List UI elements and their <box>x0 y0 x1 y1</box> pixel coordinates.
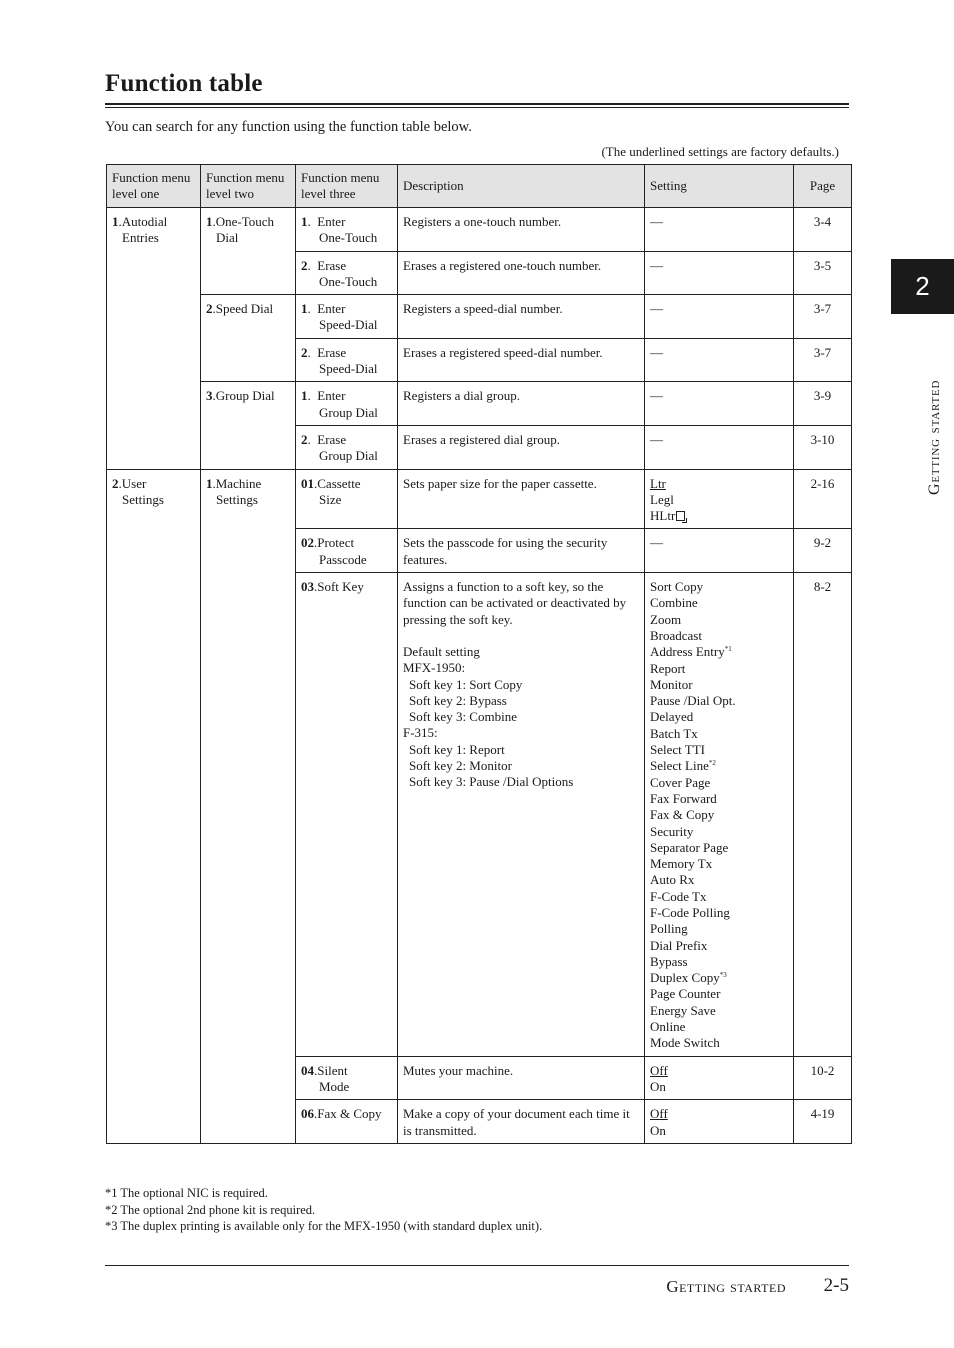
function-table <box>106 164 852 1144</box>
item-sep: . <box>307 214 311 229</box>
item-label: .Silent <box>314 1062 348 1078</box>
side-chapter-text: Getting started <box>926 379 943 495</box>
level-two-cell <box>201 382 296 469</box>
item-label: .Cassette <box>314 475 361 491</box>
header-level-one: Function menu level one <box>107 165 201 208</box>
item-number: 2 <box>301 431 308 447</box>
header-page: Page <box>794 165 852 208</box>
setting-option: Monitor <box>650 676 693 692</box>
page-cell: 3-7 <box>794 338 852 382</box>
setting-option: Delayed <box>650 709 694 725</box>
page-cell: 9-2 <box>794 529 852 573</box>
item-sep: . <box>307 257 311 273</box>
footnote-mark: *3 <box>719 971 727 980</box>
header-description: Description <box>398 165 645 208</box>
default-setting-heading: Default setting <box>403 643 480 659</box>
footnote: *3 The duplex printing is available only for the MFX-1950 (with standard duplex unit). <box>105 1219 543 1233</box>
model-label: F-315: <box>403 725 438 741</box>
description-cell: Erases a registered one-touch number. <box>398 251 645 295</box>
setting-option: Sort Copy <box>650 579 704 595</box>
description-cell <box>398 573 645 1057</box>
level-one-cell <box>107 208 201 470</box>
item-label-cont: Dial <box>216 230 239 246</box>
page-cell: 3-7 <box>794 295 852 339</box>
setting-option: F-Code Tx <box>650 888 707 904</box>
item-number: 1 <box>206 214 213 229</box>
item-label-cont: Speed-Dial <box>319 361 378 377</box>
item-label: Enter <box>317 214 346 229</box>
setting-option: Legl <box>650 491 674 507</box>
header-setting: Setting <box>645 165 794 208</box>
setting-option: Online <box>650 1019 686 1035</box>
page-cell: 3-10 <box>794 425 852 469</box>
setting-option: Energy Save <box>650 1002 716 1018</box>
setting-option: F-Code Polling <box>650 904 730 920</box>
soft-key-default: Soft key 3: Pause /Dial Options <box>409 774 574 790</box>
level-three-cell <box>296 469 398 529</box>
table-row <box>107 295 852 339</box>
setting-option: Select TTI <box>650 742 705 758</box>
setting-cell: — <box>645 382 794 426</box>
item-label-cont: One-Touch <box>319 230 378 246</box>
footnote: *1 The optional NIC is required. <box>105 1186 268 1200</box>
description-cell: Registers a speed-dial number. <box>398 295 645 339</box>
item-label: .Protect <box>314 535 355 551</box>
item-label: Erase <box>317 257 347 273</box>
setting-option-default: Off <box>650 1062 668 1078</box>
table-header-row <box>107 165 852 208</box>
setting-option-default: Ltr <box>650 475 666 491</box>
description-cell: Registers a dial group. <box>398 382 645 426</box>
item-number: 3 <box>206 388 213 404</box>
item-label: Enter <box>317 301 346 317</box>
setting-option: Pause /Dial Opt. <box>650 693 736 709</box>
soft-key-default: Soft key 2: Monitor <box>409 758 512 774</box>
setting-cell: — <box>645 338 794 382</box>
item-label: .User <box>118 475 147 491</box>
intro-text: You can search for any function using the function table below. <box>105 119 472 135</box>
item-sep: . <box>307 301 311 317</box>
page-cell: 8-2 <box>794 573 852 1057</box>
item-number: 2 <box>301 344 308 360</box>
setting-cell: — <box>645 208 794 252</box>
setting-option: Page Counter <box>650 986 721 1002</box>
item-sep: . <box>307 431 311 447</box>
setting-option: Fax & Copy <box>650 807 715 823</box>
level-three-cell <box>296 251 398 295</box>
setting-option: On <box>650 1122 666 1138</box>
setting-option: Auto Rx <box>650 872 695 888</box>
setting-cell: — <box>645 529 794 573</box>
footnotes <box>105 1185 542 1235</box>
description-cell: Sets the passcode for using the security features. <box>398 529 645 573</box>
setting-cell <box>645 1056 794 1100</box>
item-number: 02 <box>301 535 314 551</box>
item-number: 01 <box>301 475 314 491</box>
setting-cell: — <box>645 425 794 469</box>
level-three-cell <box>296 573 398 1057</box>
side-chapter-label <box>904 330 943 500</box>
item-label: .Fax & Copy <box>314 1106 382 1122</box>
description-cell: Erases a registered dial group. <box>398 425 645 469</box>
page-cell: 2-16 <box>794 469 852 529</box>
chapter-tab <box>891 259 954 314</box>
setting-option: Dial Prefix <box>650 937 708 953</box>
model-label: MFX-1950: <box>403 660 466 676</box>
item-number: 2 <box>206 301 213 317</box>
setting-option-default: Off <box>650 1106 668 1122</box>
landscape-paper-icon <box>676 511 685 521</box>
setting-cell: — <box>645 295 794 339</box>
item-label: .Autodial <box>118 214 168 229</box>
item-label-cont: Settings <box>216 491 258 507</box>
soft-key-default: Soft key 3: Combine <box>409 709 517 725</box>
setting-option: Broadcast <box>650 627 702 643</box>
setting-option: Fax Forward <box>650 790 717 806</box>
header-level-two: Function menu level two <box>201 165 296 208</box>
setting-option: Zoom <box>650 611 682 627</box>
setting-cell <box>645 573 794 1057</box>
footnote-mark: *1 <box>724 645 732 654</box>
footer-rule <box>105 1265 849 1266</box>
setting-option: Combine <box>650 595 698 611</box>
setting-option: Memory Tx <box>650 856 713 872</box>
setting-option: Batch Tx <box>650 725 698 741</box>
item-sep: . <box>307 344 311 360</box>
setting-cell <box>645 469 794 529</box>
item-label: Erase <box>317 344 347 360</box>
defaults-note: (The underlined settings are factory defaults.) <box>601 144 839 159</box>
footnote: *2 The optional 2nd phone kit is required. <box>105 1202 316 1217</box>
item-number: 1 <box>206 475 213 491</box>
level-two-cell <box>201 469 296 1143</box>
setting-option: Bypass <box>650 953 688 969</box>
item-number: 1 <box>301 301 308 317</box>
table-row <box>107 469 852 529</box>
item-label: .Speed Dial <box>212 301 274 317</box>
page-cell: 3-9 <box>794 382 852 426</box>
item-label-cont: Speed-Dial <box>319 317 378 333</box>
item-number: 1 <box>112 214 119 229</box>
header-level-three: Function menu level three <box>296 165 398 208</box>
description-text: Assigns a function to a soft key, so the function can be activated or deactivated by pressing the soft key. <box>403 579 627 627</box>
page-title: Function table <box>105 70 263 97</box>
table-row <box>107 208 852 252</box>
soft-key-default: Soft key 2: Bypass <box>409 692 507 708</box>
item-number: 1 <box>301 388 308 404</box>
item-label-cont: One-Touch <box>319 273 378 289</box>
item-label-cont: Size <box>319 491 342 507</box>
level-two-cell <box>201 208 296 295</box>
item-number: 2 <box>301 257 308 273</box>
page-cell: 4-19 <box>794 1100 852 1144</box>
footer-page-number: 2-5 <box>823 1275 849 1296</box>
item-label-cont: Settings <box>122 491 164 507</box>
table-row <box>107 382 852 426</box>
description-cell: Sets paper size for the paper cassette. <box>398 469 645 529</box>
level-three-cell <box>296 208 398 252</box>
setting-option: Duplex Copy <box>650 970 720 986</box>
item-label: Enter <box>317 388 346 404</box>
item-label-cont: Mode <box>319 1078 350 1094</box>
setting-option: Security <box>650 823 694 839</box>
level-one-cell <box>107 469 201 1143</box>
footnote-mark: *2 <box>708 759 716 768</box>
setting-option: Select Line <box>650 758 709 774</box>
level-three-cell <box>296 1056 398 1100</box>
description-cell: Mutes your machine. <box>398 1056 645 1100</box>
item-number: 04 <box>301 1062 314 1078</box>
setting-option: HLtr <box>650 508 676 524</box>
level-three-cell <box>296 529 398 573</box>
item-label: .Machine <box>212 475 262 491</box>
footer-section-title: Getting started <box>666 1277 786 1296</box>
setting-option: On <box>650 1078 666 1094</box>
level-three-cell <box>296 425 398 469</box>
page-cell: 10-2 <box>794 1056 852 1100</box>
chapter-number: 2 <box>915 271 930 301</box>
setting-option: Separator Page <box>650 839 729 855</box>
item-label: .One-Touch <box>212 214 275 229</box>
description-cell: Erases a registered speed-dial number. <box>398 338 645 382</box>
page-cell: 3-5 <box>794 251 852 295</box>
setting-cell: — <box>645 251 794 295</box>
setting-option: Mode Switch <box>650 1035 720 1051</box>
description-cell: Registers a one-touch number. <box>398 208 645 252</box>
item-sep: . <box>307 388 311 404</box>
setting-option: Address Entry <box>650 644 725 660</box>
page-cell: 3-4 <box>794 208 852 252</box>
item-number: 1 <box>301 214 308 229</box>
setting-option: Report <box>650 660 686 676</box>
description-cell: Make a copy of your document each time it is transmitted. <box>398 1100 645 1144</box>
item-label-cont: Passcode <box>319 551 367 567</box>
item-number: 2 <box>112 475 119 491</box>
item-label-cont: Group Dial <box>319 448 378 464</box>
soft-key-default: Soft key 1: Sort Copy <box>409 676 523 692</box>
item-label-cont: Group Dial <box>319 404 378 420</box>
title-rule-thin <box>105 107 849 108</box>
title-rule <box>105 103 849 105</box>
level-three-cell <box>296 1100 398 1144</box>
setting-option: Polling <box>650 921 688 937</box>
level-three-cell <box>296 338 398 382</box>
item-number: 06 <box>301 1106 314 1122</box>
level-three-cell <box>296 382 398 426</box>
setting-option: Cover Page <box>650 774 711 790</box>
level-three-cell <box>296 295 398 339</box>
item-number: 03 <box>301 579 314 595</box>
item-label: Erase <box>317 431 347 447</box>
item-label: .Soft Key <box>314 579 364 595</box>
setting-cell <box>645 1100 794 1144</box>
soft-key-default: Soft key 1: Report <box>409 741 505 757</box>
level-two-cell <box>201 295 296 382</box>
item-label: .Group Dial <box>212 388 275 404</box>
item-label-cont: Entries <box>122 230 159 246</box>
